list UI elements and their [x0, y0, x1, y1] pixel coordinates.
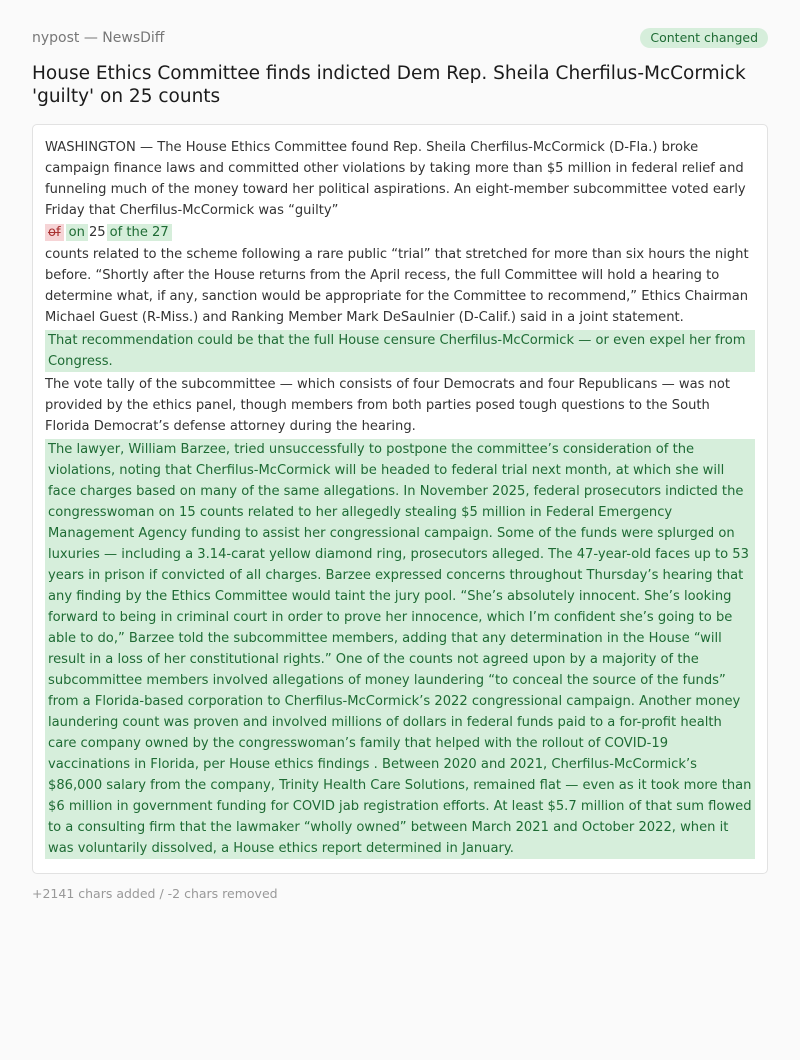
page-title: House Ethics Committee finds indicted Dem Rep. Sheila Cherfilus-McCormick 'guilty' on 25 counts [32, 63, 746, 107]
source-label: nypost — NewsDiff [32, 30, 165, 46]
removed-text: of [45, 224, 64, 241]
inserted-text: of the 27 [107, 224, 172, 241]
added-paragraph: That recommendation could be that the full House censure Cherfilus-McCormick — or even expel her from Congress. [45, 330, 755, 372]
status-badge: Content changed [640, 28, 768, 48]
diff-summary: +2141 chars added / -2 chars removed [32, 886, 278, 901]
paragraph-unchanged: WASHINGTON — The House Ethics Committee found Rep. Sheila Cherfilus-McCormick (D-Fla.) broke campaign finance laws and committed other violations by taking more than $5 million in federal relief and funneling much of the money toward her political aspirations. An eight-member subcommittee voted early Friday that Cherfilus-McCormick was “guilty” [45, 140, 746, 218]
header [32, 28, 768, 48]
unchanged-text: 25 [88, 225, 106, 240]
inline-diff [45, 221, 755, 244]
paragraph-unchanged: counts related to the scheme following a rare public “trial” that stretched for more than six hours the night before. “Shortly after the House returns from the April recess, the full Committee will hold a hearing to determine what, if any, sanction would be appropriate for the Committee to recommend,” Ethics Chairman Michael Guest (R-Miss.) and Ranking Member Mark DeSaulnier (D-Calif.) said in a joint statement. [45, 247, 749, 325]
diff-card [32, 124, 768, 874]
inserted-text: on [66, 224, 88, 241]
added-paragraph: The lawyer, William Barzee, tried unsuccessfully to postpone the committee’s consideration of the violations, noting that Cherfilus-McCormick will be headed to federal trial next month, at which she will face charges based on many of the same allegations. In November 2025, federal prosecutors indicted the congresswoman on 15 counts related to her allegedly stealing $5 million in Federal Emergency Management Agency funding to assist her congressional campaign. Some of the funds were splurged on luxuries — including a 3.14-carat yellow diamond ring, prosecutors alleged. The 47-year-old faces up to 53 years in prison if convicted of all charges. Barzee expressed concerns throughout Thursday’s hearing that any finding by the Ethics Committee would taint the jury pool. “She’s absolutely innocent. She’s looking forward to being in criminal court in order to prove her innocence, which I’m confident she’s going to be able to do,” Barzee told the subcommittee members, adding that any determination in the House “will result in a loss of her constitutional rights.” One of the counts not agreed upon by a majority of the subcommittee members involved allegations of money laundering “to conceal the source of the funds” from a Florida-based corporation to Cherfilus-McCormick’s 2022 congressional campaign. Another money laundering count was proven and involved millions of dollars in federal funds paid to a for-profit health care company owned by the congresswoman’s family that helped with the rollout of COVID-19 vaccinations in Florida, per House ethics findings . Between 2020 and 2021, Cherfilus-McCormick’s $86,000 salary from the company, Trinity Health Care Solutions, remained flat — even as it took more than $6 million in government funding for COVID jab registration efforts. At least $5.7 million of that sum flowed to a consulting firm that the lawmaker “wholly owned” between March 2021 and October 2022, when it was voluntarily dissolved, a House ethics report determined in January. [45, 439, 755, 859]
paragraph-unchanged: The vote tally of the subcommittee — which consists of four Democrats and four Republicans — was not provided by the ethics panel, though members from both parties posed tough questions to the South Florida Democrat’s defense attorney during the hearing. [45, 377, 731, 434]
